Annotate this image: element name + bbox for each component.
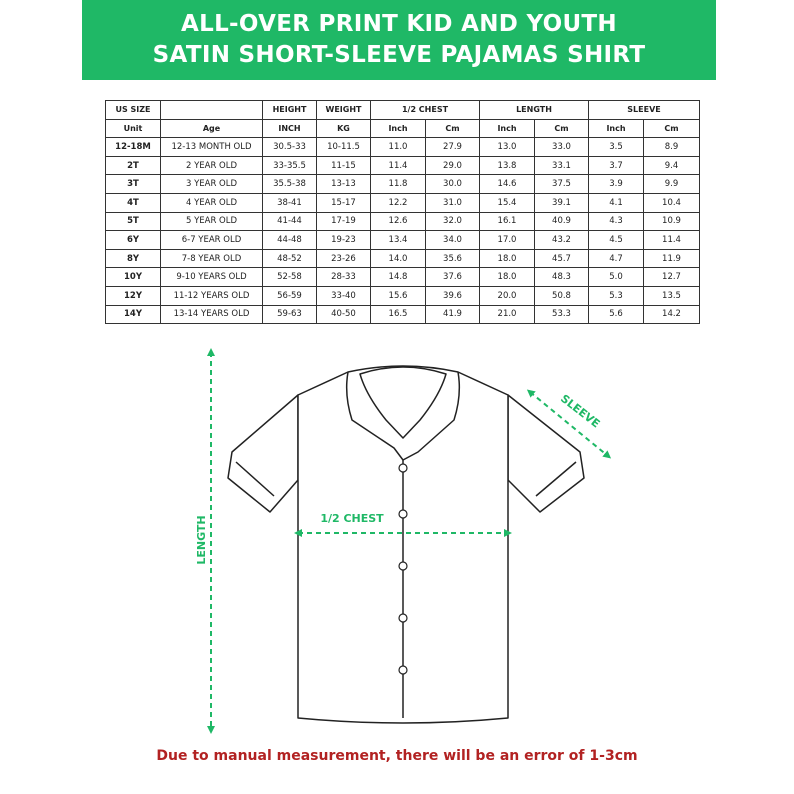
length-label: LENGTH — [195, 515, 208, 565]
table-cell: 40.9 — [535, 212, 589, 231]
table-cell: 37.6 — [426, 268, 480, 287]
table-cell: 33-40 — [317, 286, 371, 305]
table-cell: 21.0 — [480, 305, 535, 324]
header-cell: Cm — [644, 119, 700, 138]
table-cell: 3.5 — [589, 138, 644, 157]
table-cell: 9.9 — [644, 175, 700, 194]
table-cell: 11.8 — [371, 175, 426, 194]
table-cell: 11.4 — [371, 156, 426, 175]
table-cell: 14.0 — [371, 249, 426, 268]
table-cell: 41-44 — [263, 212, 317, 231]
size-cell: 5T — [106, 212, 161, 231]
table-cell: 18.0 — [480, 249, 535, 268]
title-line-1: ALL-OVER PRINT KID AND YOUTH — [181, 11, 617, 37]
table-row — [106, 212, 700, 231]
table-cell: 33.1 — [535, 156, 589, 175]
table-cell: 29.0 — [426, 156, 480, 175]
table-cell: 4.3 — [589, 212, 644, 231]
size-chart-body — [106, 101, 700, 324]
table-cell: 30.5-33 — [263, 138, 317, 157]
table-cell: 5 YEAR OLD — [161, 212, 263, 231]
table-cell: 13.0 — [480, 138, 535, 157]
table-cell: 53.3 — [535, 305, 589, 324]
table-cell: 16.1 — [480, 212, 535, 231]
table-cell: 4 YEAR OLD — [161, 193, 263, 212]
table-cell: 39.1 — [535, 193, 589, 212]
table-cell: 3.9 — [589, 175, 644, 194]
table-cell: 18.0 — [480, 268, 535, 287]
table-cell: 4.7 — [589, 249, 644, 268]
table-cell: 40-50 — [317, 305, 371, 324]
size-cell: 8Y — [106, 249, 161, 268]
table-cell: 23-26 — [317, 249, 371, 268]
table-cell: 35.5-38 — [263, 175, 317, 194]
table-cell: 35.6 — [426, 249, 480, 268]
table-cell: 12.7 — [644, 268, 700, 287]
table-cell: 15-17 — [317, 193, 371, 212]
size-cell: 4T — [106, 193, 161, 212]
size-cell: 10Y — [106, 268, 161, 287]
table-cell: 45.7 — [535, 249, 589, 268]
header-cell: KG — [317, 119, 371, 138]
table-cell: 10.4 — [644, 193, 700, 212]
size-cell: 6Y — [106, 231, 161, 250]
table-cell: 15.4 — [480, 193, 535, 212]
table-cell: 10-11.5 — [317, 138, 371, 157]
table-cell: 50.8 — [535, 286, 589, 305]
header-cell: LENGTH — [480, 101, 589, 120]
table-cell: 6-7 YEAR OLD — [161, 231, 263, 250]
chest-label: 1/2 CHEST — [320, 512, 384, 525]
table-cell: 14.2 — [644, 305, 700, 324]
header-cell: 1/2 CHEST — [371, 101, 480, 120]
table-row — [106, 268, 700, 287]
table-cell: 30.0 — [426, 175, 480, 194]
title-banner — [82, 0, 716, 80]
table-cell: 13.8 — [480, 156, 535, 175]
table-cell: 11.0 — [371, 138, 426, 157]
table-cell: 3.7 — [589, 156, 644, 175]
table-cell: 5.6 — [589, 305, 644, 324]
table-row — [106, 175, 700, 194]
table-cell: 5.3 — [589, 286, 644, 305]
table-cell: 33.0 — [535, 138, 589, 157]
header-cell: HEIGHT — [263, 101, 317, 120]
table-cell: 48-52 — [263, 249, 317, 268]
table-row — [106, 249, 700, 268]
table-cell: 14.8 — [371, 268, 426, 287]
table-cell: 39.6 — [426, 286, 480, 305]
table-cell: 13.4 — [371, 231, 426, 250]
table-cell: 9-10 YEARS OLD — [161, 268, 263, 287]
table-cell: 52-58 — [263, 268, 317, 287]
table-cell: 11-15 — [317, 156, 371, 175]
size-cell: 3T — [106, 175, 161, 194]
table-cell: 59-63 — [263, 305, 317, 324]
button — [399, 510, 407, 518]
header-cell: US SIZE — [106, 101, 161, 120]
table-cell: 2 YEAR OLD — [161, 156, 263, 175]
table-cell: 20.0 — [480, 286, 535, 305]
header-cell — [161, 101, 263, 120]
table-cell: 10.9 — [644, 212, 700, 231]
table-cell: 44-48 — [263, 231, 317, 250]
header-cell: Age — [161, 119, 263, 138]
header-cell: WEIGHT — [317, 101, 371, 120]
measurement-note: Due to manual measurement, there will be an error of 1-3cm — [156, 748, 638, 764]
table-row — [106, 156, 700, 175]
header-cell: Unit — [106, 119, 161, 138]
table-cell: 13.5 — [644, 286, 700, 305]
table-cell: 4.5 — [589, 231, 644, 250]
title-line-2: SATIN SHORT-SLEEVE PAJAMAS SHIRT — [152, 42, 646, 68]
table-cell: 8.9 — [644, 138, 700, 157]
header-cell: Inch — [480, 119, 535, 138]
header-cell: SLEEVE — [589, 101, 700, 120]
table-cell: 5.0 — [589, 268, 644, 287]
size-cell: 14Y — [106, 305, 161, 324]
table-cell: 37.5 — [535, 175, 589, 194]
table-cell: 48.3 — [535, 268, 589, 287]
size-chart-table — [105, 100, 700, 324]
header-cell: Cm — [535, 119, 589, 138]
button — [399, 614, 407, 622]
table-row — [106, 138, 700, 157]
table-cell: 13-13 — [317, 175, 371, 194]
table-cell: 12.6 — [371, 212, 426, 231]
table-cell: 28-33 — [317, 268, 371, 287]
table-cell: 4.1 — [589, 193, 644, 212]
table-cell: 16.5 — [371, 305, 426, 324]
header-cell: Cm — [426, 119, 480, 138]
table-cell: 11.4 — [644, 231, 700, 250]
table-row — [106, 231, 700, 250]
table-cell: 19-23 — [317, 231, 371, 250]
table-row — [106, 193, 700, 212]
table-cell: 17.0 — [480, 231, 535, 250]
size-cell: 12Y — [106, 286, 161, 305]
table-cell: 27.9 — [426, 138, 480, 157]
table-row — [106, 305, 700, 324]
table-cell: 15.6 — [371, 286, 426, 305]
left-sleeve — [228, 395, 298, 512]
table-cell: 56-59 — [263, 286, 317, 305]
table-cell: 14.6 — [480, 175, 535, 194]
table-cell: 38-41 — [263, 193, 317, 212]
sleeve-label: SLEEVE — [558, 391, 603, 431]
header-cell: INCH — [263, 119, 317, 138]
size-cell: 2T — [106, 156, 161, 175]
table-row — [106, 286, 700, 305]
header-row-1 — [106, 101, 700, 120]
table-cell: 41.9 — [426, 305, 480, 324]
size-cell: 12-18M — [106, 138, 161, 157]
table-cell: 33-35.5 — [263, 156, 317, 175]
button — [399, 666, 407, 674]
table-cell: 12.2 — [371, 193, 426, 212]
shirt-diagram — [0, 330, 794, 740]
header-cell: Inch — [371, 119, 426, 138]
table-cell: 3 YEAR OLD — [161, 175, 263, 194]
table-cell: 43.2 — [535, 231, 589, 250]
table-cell: 34.0 — [426, 231, 480, 250]
table-cell: 17-19 — [317, 212, 371, 231]
table-cell: 11-12 YEARS OLD — [161, 286, 263, 305]
table-cell: 7-8 YEAR OLD — [161, 249, 263, 268]
button — [399, 562, 407, 570]
header-row-2 — [106, 119, 700, 138]
table-cell: 32.0 — [426, 212, 480, 231]
table-cell: 31.0 — [426, 193, 480, 212]
table-cell: 11.9 — [644, 249, 700, 268]
table-cell: 9.4 — [644, 156, 700, 175]
header-cell: Inch — [589, 119, 644, 138]
table-cell: 13-14 YEARS OLD — [161, 305, 263, 324]
button — [399, 464, 407, 472]
table-cell: 12-13 MONTH OLD — [161, 138, 263, 157]
